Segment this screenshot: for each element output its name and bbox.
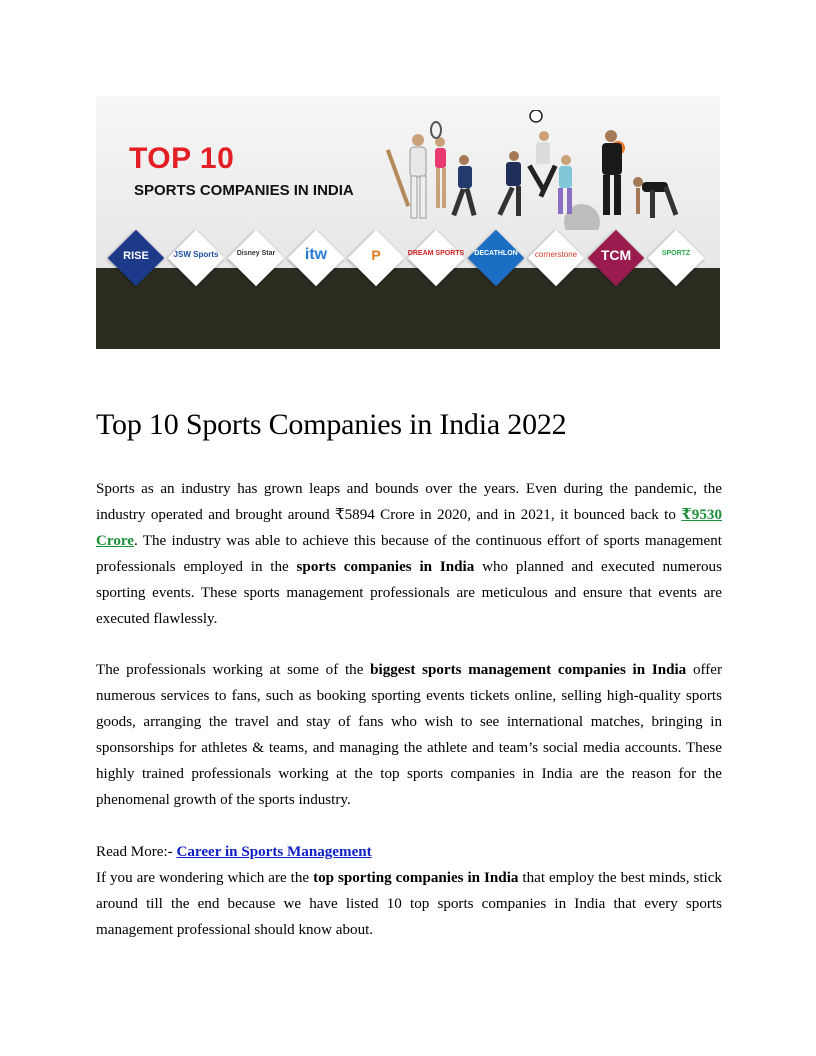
article-heading: Top 10 Sports Companies in India 2022 bbox=[96, 408, 567, 441]
paragraph-1-text-b: . The industry was able to achieve this because of the continuous effort of sports management professionals employed in the bbox=[96, 533, 722, 575]
paragraph-3 bbox=[96, 865, 722, 943]
banner-image bbox=[96, 96, 720, 349]
paragraph-3-text-b: that employ the best minds, stick around till the end because we have listed 10 top sports companies in India that every sports management professional should know about. bbox=[96, 870, 722, 938]
paragraph-2-text-b: offer numerous services to fans, such as booking sporting events tickets online, selling high-quality sports goods, arranging the travel and stay of fans who wish to see international matches, bringing in sponsorships for athletes & teams, and managing the athlete and team’s social media accounts. These highly trained professionals working at the top sports companies in India are the reason for the phenomenal growth of the sports industry. bbox=[96, 662, 722, 808]
logo-label: DREAM SPORTS bbox=[407, 250, 465, 257]
bold-phrase: sports companies in India bbox=[296, 559, 475, 575]
career-link[interactable]: Career in Sports Management bbox=[176, 844, 372, 860]
logo-label: SPORTZ bbox=[661, 250, 691, 257]
logo-label: DECATHLON bbox=[474, 250, 518, 257]
paragraph-3-text-a: If you are wondering which are the bbox=[96, 870, 310, 886]
paragraph-1-text-a: Sports as an industry has grown leaps and bounds over the years. Even during the pandemic, the industry operated and brought around ₹5894 Crore in 2020, and in 2021, it bounced back to bbox=[96, 481, 722, 523]
banner-title: TOP 10 bbox=[129, 142, 235, 175]
logo-label: cornerstone bbox=[534, 250, 578, 259]
logo-label: P bbox=[371, 247, 381, 263]
paragraph-2 bbox=[96, 657, 722, 813]
read-more-line bbox=[96, 839, 722, 865]
banner-subtitle: SPORTS COMPANIES IN INDIA bbox=[134, 182, 354, 199]
logo-label: Disney Star bbox=[236, 250, 276, 257]
read-more-label: Read More:- bbox=[96, 844, 173, 860]
logo-label: TCM bbox=[600, 247, 632, 263]
paragraph-2-text-a: The professionals working at some of the bbox=[96, 662, 364, 678]
logo-label: RISE bbox=[123, 250, 149, 262]
athletes-illustration bbox=[386, 110, 716, 230]
bold-phrase: biggest sports management companies in India bbox=[370, 662, 687, 678]
paragraph-1-text-c: who planned and executed numerous sporting events. These sports management professionals are meticulous and ensure that events are executed flawlessly. bbox=[96, 559, 722, 627]
logo-label: JSW Sports bbox=[173, 250, 219, 259]
paragraph-1 bbox=[96, 476, 722, 632]
revenue-link[interactable]: ₹9530 Crore bbox=[96, 507, 722, 549]
bold-phrase: top sporting companies in India bbox=[313, 870, 519, 886]
logo-label: itw bbox=[304, 246, 328, 263]
